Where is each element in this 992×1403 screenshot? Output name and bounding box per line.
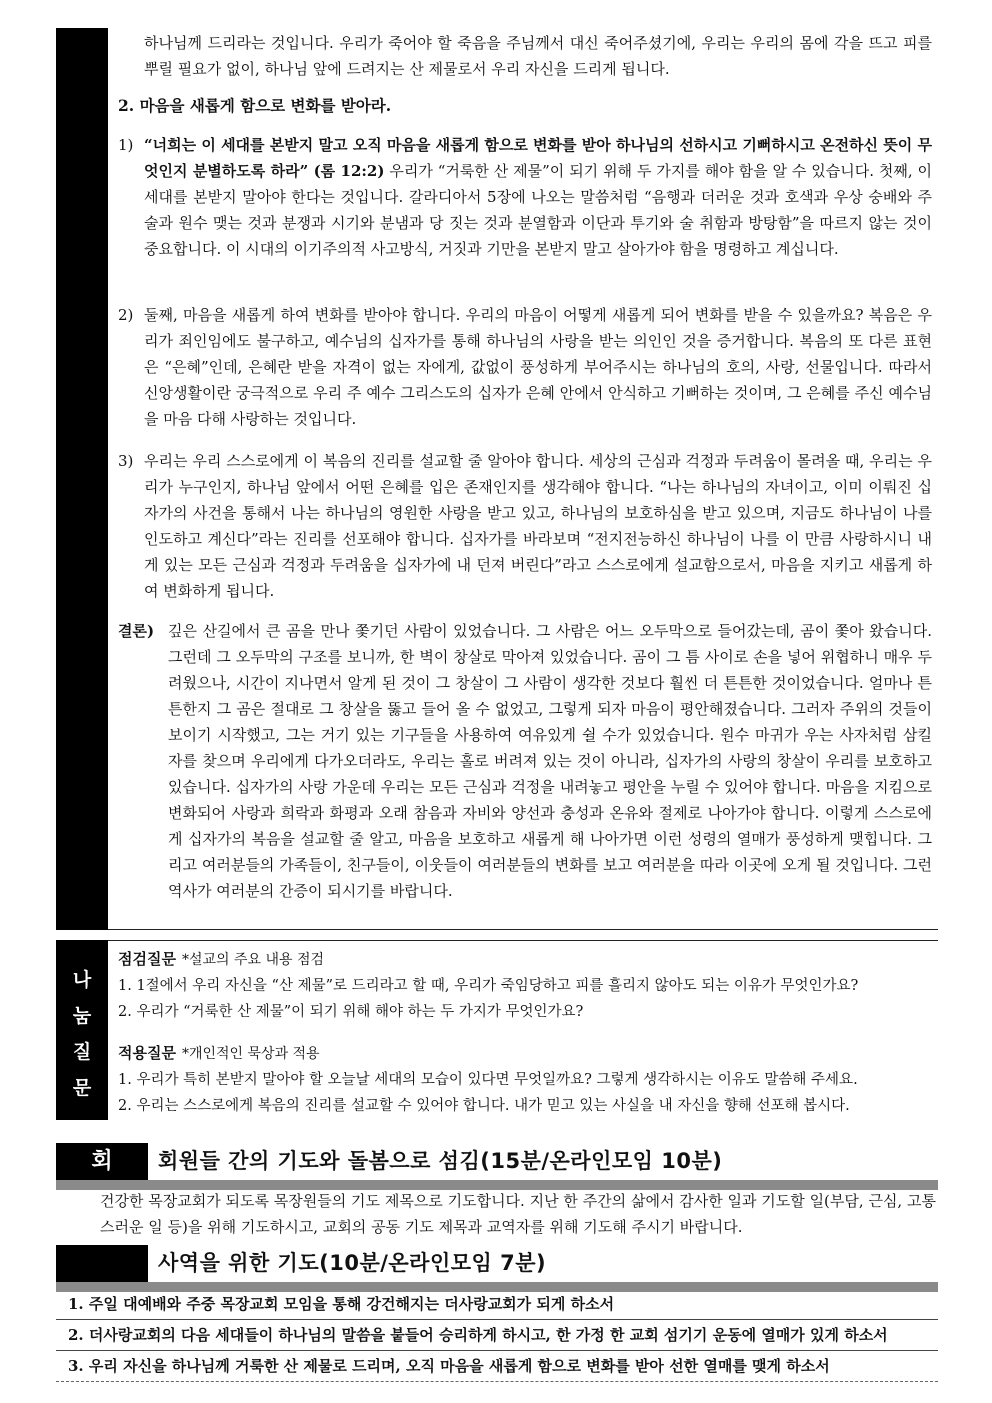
sermon-conclusion (118, 618, 932, 904)
sharing-questions-section (56, 940, 938, 1120)
sermon-section (56, 28, 938, 930)
fellowship-title: 회원들 간의 기도와 돌봄으로 섬김(15분/온라인모임 10분) (158, 1149, 723, 1173)
apply-questions-heading: 적용질문 *개인적인 묵상과 적용 (118, 1044, 320, 1062)
conclusion-text: 깊은 산길에서 큰 곰을 만나 쫓기던 사람이 있었습니다. 그 사람은 어느 오두막으로 들어갔는데, 곰이 쫓아 왔습니다. 그런데 그 오두막의 구조를 보니까, 한 벽이 창살로 막아져 있었습니다. 곰이 그 틈 사이로 손을 넣어 위협하니 매우 두려웠으나, 시간이 지나면서 알게 된 것이 그 창살이 그 사람이 생각한 것보다 훨씬 더 튼튼한 것이었습니다. 얼마나 튼튼한지 그 곰은 절대로 그 창살을 뚫고 들어 올 수 없었고, 그렇게 되자 마음이 평안해졌습니다. 그러자 주위의 것들이 보이기 시작했고, 그는 거기 있는 기구들을 사용하여 여유있게 쉴 수가 있었습니다. 원수 마귀가 우는 사자처럼 삼킬 자를 찾으며 우리에게 다가오더라도, 우리는 홀로 버려져 있는 것이 아니라, 십자가의 사랑의 창살이 우리를 보호하고 있습니다. 십자가의 사랑 가운데 우리는 모든 근심과 걱정을 내려놓고 평안을 누릴 수 있어야 합니다. 마음을 지킴으로 변화되어 사랑과 희락과 화평과 오래 참음과 자비와 양선과 충성과 온유와 절제로 나아가야 합니다. 이렇게 스스로에게 십자가의 복음을 설교할 줄 알고, 마음을 보호하고 새롭게 해 나아가면 이런 성령의 열매가 풍성하게 맺힙니다. 그리고 여러분들의 가족들이, 친구들이, 이웃들이 여러분들의 변화를 보고 여러분을 따라 이곳에 오게 될 것입니다. 그런 역사가 여러분의 간증이 되시기를 바랍니다. (168, 622, 932, 900)
point-verse: “너희는 이 세대를 본받지 말고 오직 마음을 새롭게 함으로 변화를 받아 하나님의 선하시고 기뻐하시고 온전하신 뜻이 무엇인지 분별하도록 하라” (롬 12:2) (144, 136, 932, 180)
ministry-tag (56, 1245, 148, 1283)
sermon-heading-2: 2. 마음을 새롭게 함으로 변화를 받아라. (118, 96, 392, 115)
check-question-2: 2. 우리가 “거룩한 산 제물”이 되기 위해 해야 하는 두 가지가 무엇인가요? (118, 1004, 584, 1020)
point-number: 2) (118, 306, 134, 324)
point-text: 우리는 우리 스스로에게 이 복음의 진리를 설교할 줄 알아야 합니다. 세상의 근심과 걱정과 두려움이 몰려올 때, 우리는 우리가 누구인지, 하나님 앞에서 어떤 은혜를 입은 존재인지를 생각해야 합니다. “나는 하나님의 자녀이고, 이미 이뤄진 십자가의 사건을 통해서 나는 하나님의 영원한 사랑을 받고 있고, 하나님의 보호하심을 받고 있으며, 지금도 하나님이 나를 인도하고 계신다”라는 진리를 선포해야 합니다. 십자가를 바라보며 “전지전능하신 하나님이 나를 이 만큼 사랑하시니 내게 있는 모든 근심과 걱정과 두려움을 십자가에 내 던져 버린다”라고 스스로에게 설교함으로서, 마음을 지키고 새롭게 하여 변화하게 됩니다. (144, 452, 932, 600)
ministry-prayer-list (56, 1289, 938, 1382)
point-text: 우리가 “거룩한 산 제물”이 되기 위해 두 가지를 해야 함을 알 수 있습니다. 첫째, 이 세대를 본받지 말아야 한다는 것입니다. 갈라디아서 5장에 나오는 말씀처럼 “음행과 더러운 것과 호색과 우상 숭배와 주술과 원수 맺는 것과 분쟁과 시기와 분냄과 당 짓는 것과 분열함과 이단과 투기와 술 취함과 방탕함”을 따르지 않는 것이 중요합니다. 이 시대의 이기주의적 사고방식, 거짓과 기만을 본받지 말고 살아가야 함을 명령하고 계십니다. (144, 162, 932, 258)
sermon-point-2 (118, 302, 932, 432)
sermon-point-3 (118, 448, 932, 604)
sermon-intro: 하나님께 드리라는 것입니다. 우리가 죽어야 할 죽음을 주님께서 대신 죽어주셨기에, 우리는 우리의 몸에 각을 뜨고 피를 뿌릴 필요가 없이, 하나님 앞에 드려지는 산 제물로서 우리 자신을 드리게 됩니다. (144, 34, 932, 78)
sermon-point-1 (118, 132, 932, 262)
prayer-item: 3. 우리 자신을 하나님께 거룩한 산 제물로 드리며, 오직 마음을 새롭게 함으로 변화를 받아 선한 열매를 맺게 하소서 (56, 1351, 938, 1382)
fellowship-heading (56, 1143, 938, 1183)
fellowship-tag: 회 (56, 1143, 148, 1181)
prayer-item: 1. 주일 대예배와 주중 목장교회 모임을 통해 강건해지는 더사랑교회가 되게 하소서 (56, 1289, 938, 1320)
sermon-side-bar (56, 28, 108, 930)
sermon-content (108, 28, 938, 930)
point-number: 1) (118, 136, 134, 154)
apply-question-1: 1. 우리가 특히 본받지 말아야 할 오늘날 세대의 모습이 있다면 무엇일까요? 그렇게 생각하시는 이유도 말씀해 주세요. (118, 1072, 858, 1088)
fellowship-text: 건강한 목장교회가 되도록 목장원들의 기도 제목으로 기도합니다. 지난 한 주간의 삶에서 감사한 일과 기도할 일(부담, 근심, 고통스러운 일 등)을 위해 기도하시고, 교회의 공동 기도 제목과 교역자를 위해 기도해 주시기 바랍니다. (100, 1192, 936, 1236)
point-number: 3) (118, 452, 134, 470)
ministry-title: 사역을 위한 기도(10분/온라인모임 7분) (158, 1251, 547, 1275)
prayer-item: 2. 더사랑교회의 다음 세대들이 하나님의 말씀을 붙들어 승리하게 하시고, 한 가정 한 교회 섬기기 운동에 열매가 있게 하소서 (56, 1320, 938, 1351)
ministry-heading (56, 1245, 938, 1285)
conclusion-label: 결론) (118, 622, 155, 640)
sharing-side-label: 나 눔 질 문 (72, 969, 92, 1099)
check-question-1: 1. 1절에서 우리 자신을 “산 제물”로 드리라고 할 때, 우리가 죽임당하고 피를 흘리지 않아도 되는 이유가 무엇인가요? (118, 978, 859, 994)
point-text: 둘째, 마음을 새롭게 하여 변화를 받아야 합니다. 우리의 마음이 어떻게 새롭게 되어 변화를 받을 수 있을까요? 복음은 우리가 죄인임에도 불구하고, 예수님의 십자가를 통해 하나님의 사랑을 받는 의인인 것을 증거합니다. 복음의 또 다른 표현은 “은혜”인데, 은혜란 받을 자격이 없는 자에게, 값없이 풍성하게 부어주시는 하나님의 호의, 사랑, 선물입니다. 따라서 신앙생활이란 궁극적으로 우리 주 예수 그리스도의 십자가 은혜 안에서 안식하고 기뻐하는 것이며, 그 은혜를 주신 예수님을 마음 다해 사랑하는 것입니다. (144, 306, 932, 428)
check-questions-heading: 점검질문 *설교의 주요 내용 점검 (118, 950, 325, 968)
apply-question-2: 2. 우리는 스스로에게 복음의 진리를 설교할 수 있어야 합니다. 내가 믿고 있는 사실을 내 자신을 향해 선포해 봅시다. (118, 1098, 850, 1114)
